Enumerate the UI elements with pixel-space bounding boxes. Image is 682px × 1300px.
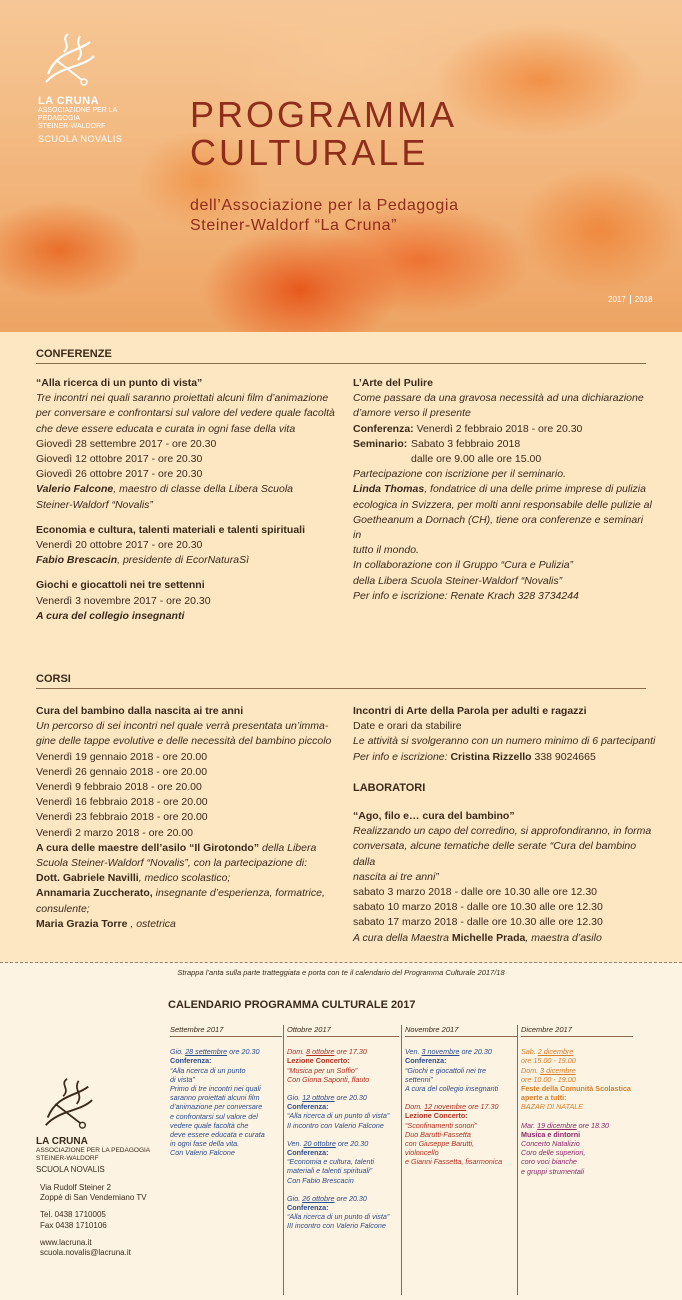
speaker-role: Steiner-Waldorf “Novalis” <box>36 498 153 511</box>
event-kind: Conferenza: <box>287 1203 329 1213</box>
seminar-date: Sabato 3 febbraio 2018 <box>411 437 521 450</box>
calendar-month-dicembre <box>521 1025 633 1185</box>
event-title: di vista” <box>170 1074 195 1084</box>
event-with: A cura del collegio insegnanti <box>405 1084 499 1094</box>
participant-name: Maria Grazia Torre <box>36 917 128 930</box>
event-speaker: Fabio Brescacin <box>36 554 118 567</box>
event-desc: in ogni fase della vita. <box>170 1139 240 1149</box>
section-heading-corsi: CORSI <box>36 673 646 689</box>
participant <box>36 871 346 886</box>
calendar-event <box>287 1047 399 1084</box>
footer-logo <box>36 1075 156 1174</box>
event-speaker-line <box>36 553 342 568</box>
calendar-title: CALENDARIO PROGRAMMA CULTURALE 2017 <box>168 999 416 1011</box>
participant-role: , ostetrica <box>127 917 176 930</box>
event-date: Gio. 26 ottobre ore 20.30 <box>287 1193 367 1203</box>
title-line-1: PROGRAMMA <box>190 94 458 135</box>
organizer-detail: della Libera <box>259 841 317 854</box>
logo-subtitle: ASSOCIAZIONE PER LA PEDAGOGIA <box>38 107 117 122</box>
calendar-month-settembre <box>170 1025 282 1167</box>
event-speaker: A cura del collegio insegnanti <box>36 609 185 622</box>
header-banner <box>0 0 682 332</box>
event-desc: vedere quale facoltà che <box>170 1120 249 1130</box>
lab-desc: nascita ai tre anni” <box>353 870 439 883</box>
event-speaker-line <box>353 482 653 497</box>
event-title: “Alla ricerca di un punto di vista” <box>36 377 203 389</box>
event-with: e gruppi strumentali <box>521 1166 585 1176</box>
title-line-2: CULTURALE <box>190 132 429 173</box>
page-title <box>190 96 457 172</box>
event-title: “Alla ricerca di un punto <box>170 1065 246 1075</box>
event-with: coro voci bianche <box>521 1157 577 1167</box>
lab-date: sabato 3 marzo 2018 - dalle ore 10.30 alle ore 12.30 <box>353 886 597 899</box>
event-title: “Alla ricerca di un punto di vista” <box>287 1212 390 1222</box>
event-date: Sab. 2 dicembre <box>521 1047 574 1057</box>
event-desc: d’animazione per conversare <box>170 1102 263 1112</box>
calendar-event <box>405 1047 517 1093</box>
event-kind: Musica e dintorni <box>521 1129 581 1139</box>
event-desc: deve essere educata e curata <box>170 1130 265 1140</box>
course-date: Venerdì 19 gennaio 2018 - ore 20.00 <box>36 750 208 763</box>
course-desc: gine delle tappe evolutive e delle necessità del bambino piccolo <box>36 735 332 748</box>
address-line: Zoppè di San Vendemiano TV <box>40 1193 147 1203</box>
course-date: Venerdì 9 febbraio 2018 - ore 20.00 <box>36 781 202 794</box>
logo-school: SCUOLA NOVALIS <box>38 134 123 144</box>
calendar-event <box>170 1047 282 1157</box>
event-date: Ven. 3 novembre ore 20.30 <box>405 1047 492 1057</box>
course-title: Cura del bambino dalla nascita ai tre anni <box>36 705 244 717</box>
section-heading-conferenze: CONFERENZE <box>36 348 646 364</box>
event-title: Giochi e giocattoli nei tre settenni <box>36 579 205 592</box>
event-date: Dom. 12 novembre ore 17.30 <box>405 1102 499 1112</box>
event-desc: Come passare da una gravosa necessità ad una dichiarazione <box>353 392 644 405</box>
event-title: “Musica per un Soffio” <box>287 1065 358 1075</box>
year-start: 2017 <box>608 295 626 304</box>
course-title: Incontri di Arte della Parola per adulti e ragazzi <box>353 705 587 717</box>
speaker-role: , maestro di classe della Libera Scuola <box>113 483 293 496</box>
phone: Tel. 0438 1710005 <box>40 1210 106 1220</box>
event-speaker-line <box>36 482 342 497</box>
info-label: Per info e iscrizione: <box>353 750 451 763</box>
event-date: Venerdì 20 ottobre 2017 - ore 20.30 <box>36 539 203 552</box>
organizer-label: A cura della Maestra <box>353 931 452 944</box>
lab-title: “Ago, filo e… cura del bambino” <box>353 810 515 823</box>
conferenze-right-column <box>353 376 653 604</box>
seminar-label: Seminario: <box>353 437 408 450</box>
event-collab: della Libera Scuola Steiner-Waldorf “Novalis” <box>353 574 563 587</box>
event-with: e Gianni Fassetta, fisarmonica <box>405 1157 503 1167</box>
tear-instruction: Strappa l’anta sulla parte tratteggiata e porta con te il calendario del Programma Culturale 2017/18 <box>177 968 505 977</box>
event-title: “Economia e cultura, talenti <box>287 1157 375 1167</box>
event-time: ore 15.00 - 19.00 <box>521 1056 576 1066</box>
conference-label: Conferenza: <box>353 422 414 435</box>
speaker-bio: Goetheanum a Dornach (CH), tiene ora conferenze e seminari in <box>353 513 644 542</box>
event-title: settenni” <box>405 1074 433 1084</box>
organizer-role: , maestra d’asilo <box>525 931 602 944</box>
event-kind: aperte a tutti: <box>521 1093 567 1103</box>
footer-subtitle-2: STEINER-WALDORF <box>36 1154 99 1162</box>
participant-role: consulente; <box>36 902 90 915</box>
event-info: Per info e iscrizione: Renate Krach 328 3734244 <box>353 589 579 602</box>
month-label: Novembre 2017 <box>405 1025 517 1037</box>
subtitle-line-2: Steiner-Waldorf “La Cruna” <box>190 217 398 234</box>
seminar-time: dalle ore 9.00 alle ore 15.00 <box>411 453 542 466</box>
event-date: Giovedì 12 ottobre 2017 - ore 20.30 <box>36 453 203 466</box>
participant-role: insegnante d’esperienza, formatrice, <box>152 887 325 900</box>
footer-name: LA CRUNA <box>36 1136 88 1147</box>
participant <box>36 886 346 901</box>
corsi-right-column <box>353 704 658 946</box>
event-title: BAZAR DI NATALE <box>521 1102 584 1112</box>
course-organizer <box>36 841 346 856</box>
contact-block <box>40 1183 147 1258</box>
header-logo <box>38 30 148 144</box>
speaker-role: , presidente di EcorNaturaSì <box>117 554 250 567</box>
lab-organizer <box>353 931 658 946</box>
event-with: II incontro con Valerio Falcone <box>287 1120 384 1130</box>
event-date: Gio. 12 ottobre ore 20.30 <box>287 1093 367 1103</box>
logo-subtitle-2: STEINER-WALDORF <box>38 123 106 130</box>
footer-subtitle: ASSOCIAZIONE PER LA PEDAGOGIA <box>36 1147 151 1154</box>
course-date: Venerdì 23 febbraio 2018 - ore 20.00 <box>36 811 208 824</box>
calendar-month-novembre <box>405 1025 517 1176</box>
year-end: 2018 <box>630 295 653 304</box>
participant-role: , medico scolastico; <box>138 872 231 885</box>
event-with: Con Fabio Brescacin <box>287 1175 354 1185</box>
event-with: Duo Barutti-Fassetta <box>405 1129 471 1139</box>
la-cruna-logo-icon <box>36 1075 98 1131</box>
event-kind: Lezione Concerto: <box>287 1056 350 1066</box>
event-title: Concerto Natalizio <box>521 1139 580 1149</box>
event-date: Giovedì 26 ottobre 2017 - ore 20.30 <box>36 468 203 481</box>
speaker-bio: tutto il mondo. <box>353 544 419 557</box>
address-line: Via Rudolf Steiner 2 <box>40 1183 112 1192</box>
event-desc: che deve essere educata e curata in ogni fase della vita <box>36 422 296 435</box>
event-date: Gio. 28 settembre ore 20.30 <box>170 1047 260 1057</box>
month-label: Settembre 2017 <box>170 1025 282 1037</box>
course-info <box>353 750 658 765</box>
section-heading-laboratori: LABORATORI <box>353 781 426 794</box>
participant <box>36 917 346 932</box>
course-note: Date e orari da stabilire <box>353 720 462 733</box>
calendar-event <box>287 1139 399 1185</box>
event-time: ore 10.00 - 19.00 <box>521 1074 576 1084</box>
organizer-name: A cura delle maestre dell’asilo “Il Girotondo” <box>36 841 260 854</box>
fax: Fax 0438 1710106 <box>40 1220 107 1230</box>
lab-date: sabato 10 marzo 2018 - dalle ore 10.30 alle ore 12.30 <box>353 901 603 914</box>
event-kind: Feste della Comunità Scolastica <box>521 1084 631 1094</box>
organizer-name: Michelle Prada <box>451 931 526 944</box>
event-kind: Conferenza: <box>170 1056 212 1066</box>
footer-school: SCUOLA NOVALIS <box>36 1165 105 1174</box>
event-date: Giovedì 28 settembre 2017 - ore 20.30 <box>36 437 217 450</box>
corsi-left-column <box>36 704 346 932</box>
event-with: Coro delle superiori, <box>521 1148 586 1158</box>
event-title: Economia e cultura, talenti materiali e talenti spirituali <box>36 523 305 536</box>
calendar-month-ottobre <box>287 1025 399 1240</box>
lab-date: sabato 17 marzo 2018 - dalle ore 10.30 alle ore 12.30 <box>353 916 603 929</box>
year-range <box>608 295 653 304</box>
tear-line <box>0 962 682 963</box>
event-kind: Conferenza: <box>287 1102 329 1112</box>
event-desc: e confrontarsi sul valore del <box>170 1111 258 1121</box>
lab-desc: conversata, alcune tematiche delle serate “Cura del bambino dalla <box>353 840 637 868</box>
event-date: Ven. 20 ottobre ore 20.30 <box>287 1138 369 1148</box>
event-date: Venerdì 3 novembre 2017 - ore 20.30 <box>36 594 211 607</box>
event-title: “Alla ricerca di un punto di vista” <box>287 1111 390 1121</box>
participant-name: Annamaria Zuccherato, <box>36 887 153 900</box>
la-cruna-logo-icon <box>38 30 98 88</box>
speaker-bio: ecologica in Svizzera, per molti anni responsabile delle pulizie al <box>353 498 652 511</box>
event-date: Mar. 19 dicembre ore 18.30 <box>521 1120 610 1130</box>
participant-name: Dott. Gabriele Navilli <box>36 872 139 885</box>
event-title: materiali e talenti spirituali” <box>287 1166 373 1176</box>
event-date: Dom. 3 dicembre <box>521 1065 576 1075</box>
event-with: III incontro con Valerio Falcone <box>287 1221 386 1231</box>
calendar-section <box>0 985 682 1300</box>
event-kind: Conferenza: <box>405 1056 447 1066</box>
event-note: Partecipazione con iscrizione per il seminario. <box>353 468 567 481</box>
conferenze-left-column <box>36 376 342 624</box>
course-note: Le attività si svolgeranno con un numero minimo di 6 partecipanti <box>353 735 656 748</box>
page-subtitle <box>190 196 459 236</box>
event-with: violoncello <box>405 1148 439 1158</box>
conference-date: Venerdì 2 febbraio 2018 - ore 20.30 <box>413 422 583 435</box>
event-desc: d’amore verso il presente <box>353 407 471 420</box>
event-with: Con Giona Saporiti, flauto <box>287 1074 370 1084</box>
calendar-event <box>521 1121 633 1176</box>
event-with: con Giuseppe Barutti, <box>405 1139 475 1149</box>
subtitle-line-1: dell’Associazione per la Pedagogia <box>190 197 459 214</box>
website-link[interactable]: www.lacruna.it <box>40 1237 92 1247</box>
calendar-event <box>521 1047 633 1111</box>
event-collab: In collaborazione con il Gruppo “Cura e Pulizia” <box>353 559 574 572</box>
event-speaker: Valerio Falcone <box>36 483 114 496</box>
event-title: L’Arte del Pulire <box>353 377 433 389</box>
event-speaker: Linda Thomas <box>353 483 425 496</box>
event-conference-line <box>353 422 653 437</box>
event-seminar-line <box>353 437 653 452</box>
calendar-event <box>405 1102 517 1166</box>
calendar-event <box>287 1194 399 1231</box>
event-desc: Con Valerio Falcone <box>170 1148 235 1158</box>
course-date: Venerdì 2 marzo 2018 - ore 20.00 <box>36 826 194 839</box>
event-desc: saranno proiettati alcuni film <box>170 1093 260 1103</box>
month-label: Dicembre 2017 <box>521 1025 633 1037</box>
event-date: Dom. 8 ottobre ore 17.30 <box>287 1047 367 1057</box>
event-desc: per conversare e confrontarsi sul valore del vedere quale facoltà <box>36 407 335 420</box>
course-date: Venerdì 16 febbraio 2018 - ore 20.00 <box>36 796 208 809</box>
logo-name: LA CRUNA <box>38 95 100 107</box>
calendar-event <box>287 1093 399 1130</box>
course-desc: Un percorso di sei incontri nel quale verrà presentata un’imma- <box>36 720 329 733</box>
event-title: “Sconfinamenti sonori” <box>405 1120 477 1130</box>
speaker-bio: , fondatrice di una delle prime imprese di pulizia <box>424 483 646 496</box>
lab-desc: Realizzando un capo del corredino, si approfondiranno, in forma <box>353 825 652 838</box>
info-phone: 338 9024665 <box>531 750 596 763</box>
event-kind: Conferenza: <box>287 1148 329 1158</box>
info-contact: Cristina Rizzello <box>450 750 532 763</box>
email-link[interactable]: scuola.novalis@lacruna.it <box>40 1248 131 1258</box>
event-kind: Lezione Concerto: <box>405 1111 468 1121</box>
course-date: Venerdì 26 gennaio 2018 - ore 20.00 <box>36 765 208 778</box>
program-body <box>0 332 682 962</box>
event-title: “Giochi e giocattoli nei tre <box>405 1065 487 1075</box>
organizer-detail: Scuola Steiner-Waldorf “Novalis”, con la partecipazione di: <box>36 857 307 870</box>
event-desc: Primo di tre incontri nei quali <box>170 1084 261 1094</box>
month-label: Ottobre 2017 <box>287 1025 399 1037</box>
event-desc: Tre incontri nei quali saranno proiettati alcuni film d’animazione <box>36 392 329 405</box>
